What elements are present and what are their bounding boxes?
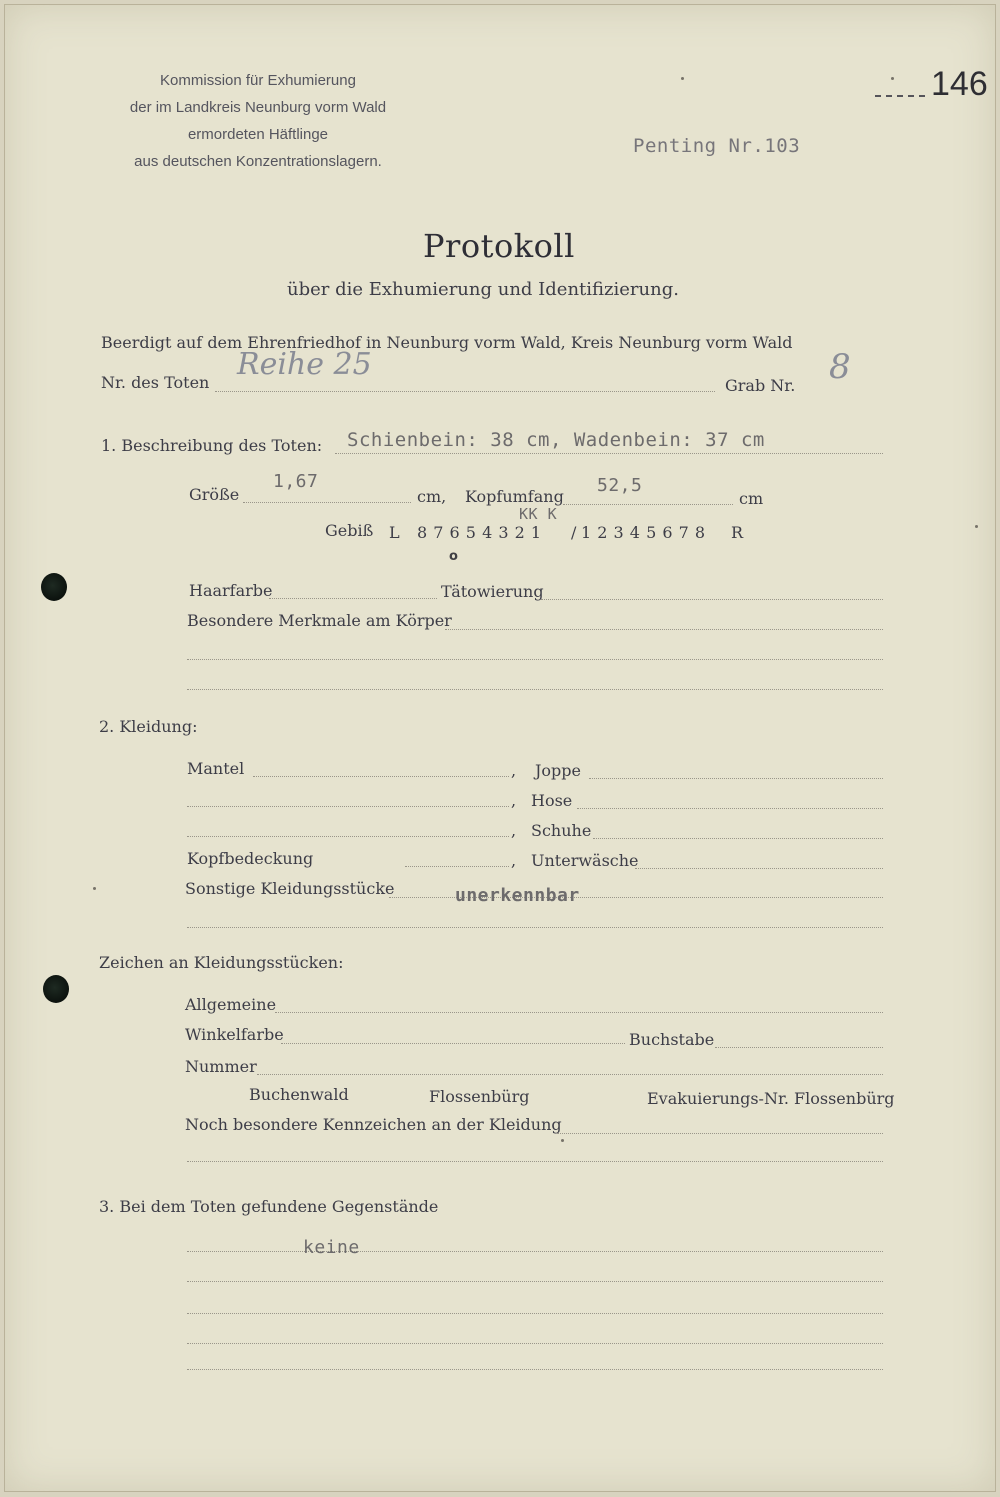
number-label: Nummer (185, 1057, 257, 1076)
other-clothing-value: unerkennbar (455, 885, 580, 906)
items-line-3 (187, 1313, 883, 1314)
hair-color-label: Haarfarbe (189, 581, 273, 600)
general-label: Allgemeine (185, 995, 277, 1014)
shoes-label: Schuhe (531, 821, 592, 840)
teeth-right-digits: 1 2 3 4 5 6 7 8 (581, 523, 706, 542)
burial-place-line: Beerdigt auf dem Ehrenfriedhof in Neunburg vorm Wald, Kreis Neunburg vorm Wald (101, 333, 793, 352)
tattoo-label: Tätowierung (441, 582, 544, 601)
other-marks-line (557, 1133, 883, 1134)
teeth-left-digits: 8 7 6 5 4 3 2 1 (417, 523, 542, 542)
comma-schuhe: , (511, 821, 517, 840)
grave-number-value: 8 (829, 347, 851, 387)
header-line-1: Kommission für Exhumierung (160, 72, 356, 89)
general-line (275, 1012, 883, 1013)
teeth-left-marker: L (389, 523, 400, 542)
coat-label: Mantel (187, 759, 245, 778)
underwear-label: Unterwäsche (531, 851, 639, 870)
paper-speck (975, 525, 978, 528)
dead-number-label: Nr. des Toten (101, 373, 210, 392)
page-number-dash (875, 95, 925, 97)
commission-header (83, 67, 433, 175)
head-circumference-line (563, 504, 733, 505)
clothing-line-3 (187, 836, 509, 837)
head-circumference-label: Kopfumfang (465, 487, 564, 506)
dead-number-value: Reihe 25 (237, 347, 372, 382)
evacuation-number-label: Evakuierungs-Nr. Flossenbürg (647, 1089, 895, 1108)
paper-speck (561, 1139, 564, 1142)
paper-speck (681, 77, 684, 80)
letter-line (715, 1047, 883, 1048)
section1-heading: 1. Beschreibung des Toten: (101, 436, 323, 455)
section3-heading: 3. Bei dem Toten gefundene Gegenstände (99, 1197, 439, 1216)
comma-unterwaesche: , (511, 851, 517, 870)
hair-color-line (269, 598, 437, 599)
trousers-label: Hose (531, 791, 573, 810)
flossenburg-label: Flossenbürg (429, 1087, 530, 1106)
underwear-line (635, 868, 883, 869)
punch-hole-bottom (43, 975, 69, 1003)
section2-heading: 2. Kleidung: (99, 717, 198, 736)
bone-measurements: Schienbein: 38 cm, Wadenbein: 37 cm (347, 429, 765, 451)
head-circumference-unit: cm (739, 489, 764, 508)
penting-stamp: Penting Nr.103 (633, 135, 801, 157)
teeth-crown-marks: KK K (519, 505, 558, 523)
comma-joppe: , (511, 761, 517, 780)
triangle-color-line (281, 1043, 625, 1044)
teeth-mark-o: o (449, 549, 458, 564)
document-title: Protokoll (423, 227, 575, 265)
other-clothing-label: Sonstige Kleidungsstücke (185, 879, 395, 898)
height-line (243, 502, 411, 503)
description-line (335, 453, 883, 454)
items-line-5 (187, 1369, 883, 1370)
signs-heading: Zeichen an Kleidungsstücken: (99, 953, 344, 972)
headwear-label: Kopfbedeckung (187, 849, 314, 868)
body-marks-label: Besondere Merkmale am Körper (187, 611, 452, 630)
buchenwald-label: Buchenwald (249, 1085, 349, 1104)
jacket-label: Joppe (535, 761, 581, 780)
teeth-separator: / (571, 523, 577, 542)
coat-line (253, 776, 509, 777)
other-marks-label: Noch besondere Kennzeichen an der Kleidung (185, 1115, 562, 1134)
paper-speck (93, 887, 96, 890)
height-label: Größe (189, 485, 240, 504)
triangle-color-label: Winkelfarbe (185, 1025, 284, 1044)
items-line-1 (187, 1251, 883, 1252)
teeth-label: Gebiß (325, 521, 374, 540)
header-line-4: aus deutschen Konzentrationslagern. (134, 153, 382, 170)
document-subtitle: über die Exhumierung und Identifizierung. (287, 279, 679, 300)
clothing-line-2 (187, 806, 509, 807)
punch-hole-top (41, 573, 67, 601)
headwear-line (405, 866, 509, 867)
teeth-right-marker: R (731, 523, 744, 542)
head-circumference-value: 52,5 (597, 475, 643, 496)
shoes-line (593, 838, 883, 839)
dead-number-line (215, 391, 715, 392)
paper-speck (891, 77, 894, 80)
other-clothing-line-2 (187, 927, 883, 928)
grave-number-label: Grab Nr. (725, 376, 796, 395)
jacket-line (589, 778, 883, 779)
other-marks-line-2 (187, 1161, 883, 1162)
height-value: 1,67 (273, 471, 319, 492)
comma-hose: , (511, 791, 517, 810)
header-line-2: der im Landkreis Neunburg vorm Wald (129, 99, 387, 116)
number-line (257, 1074, 883, 1075)
items-line-2 (187, 1281, 883, 1282)
page-number: 146 (931, 65, 988, 103)
body-marks-line (445, 629, 883, 630)
letter-label: Buchstabe (629, 1030, 715, 1049)
items-value: keine (303, 1237, 360, 1258)
items-line-4 (187, 1343, 883, 1344)
tattoo-line (541, 599, 883, 600)
height-unit: cm, (417, 487, 447, 506)
body-marks-line-3 (187, 689, 883, 690)
body-marks-line-2 (187, 659, 883, 660)
document-page (4, 4, 996, 1492)
trousers-line (577, 808, 883, 809)
header-line-3: ermordeten Häftlinge (187, 126, 329, 143)
